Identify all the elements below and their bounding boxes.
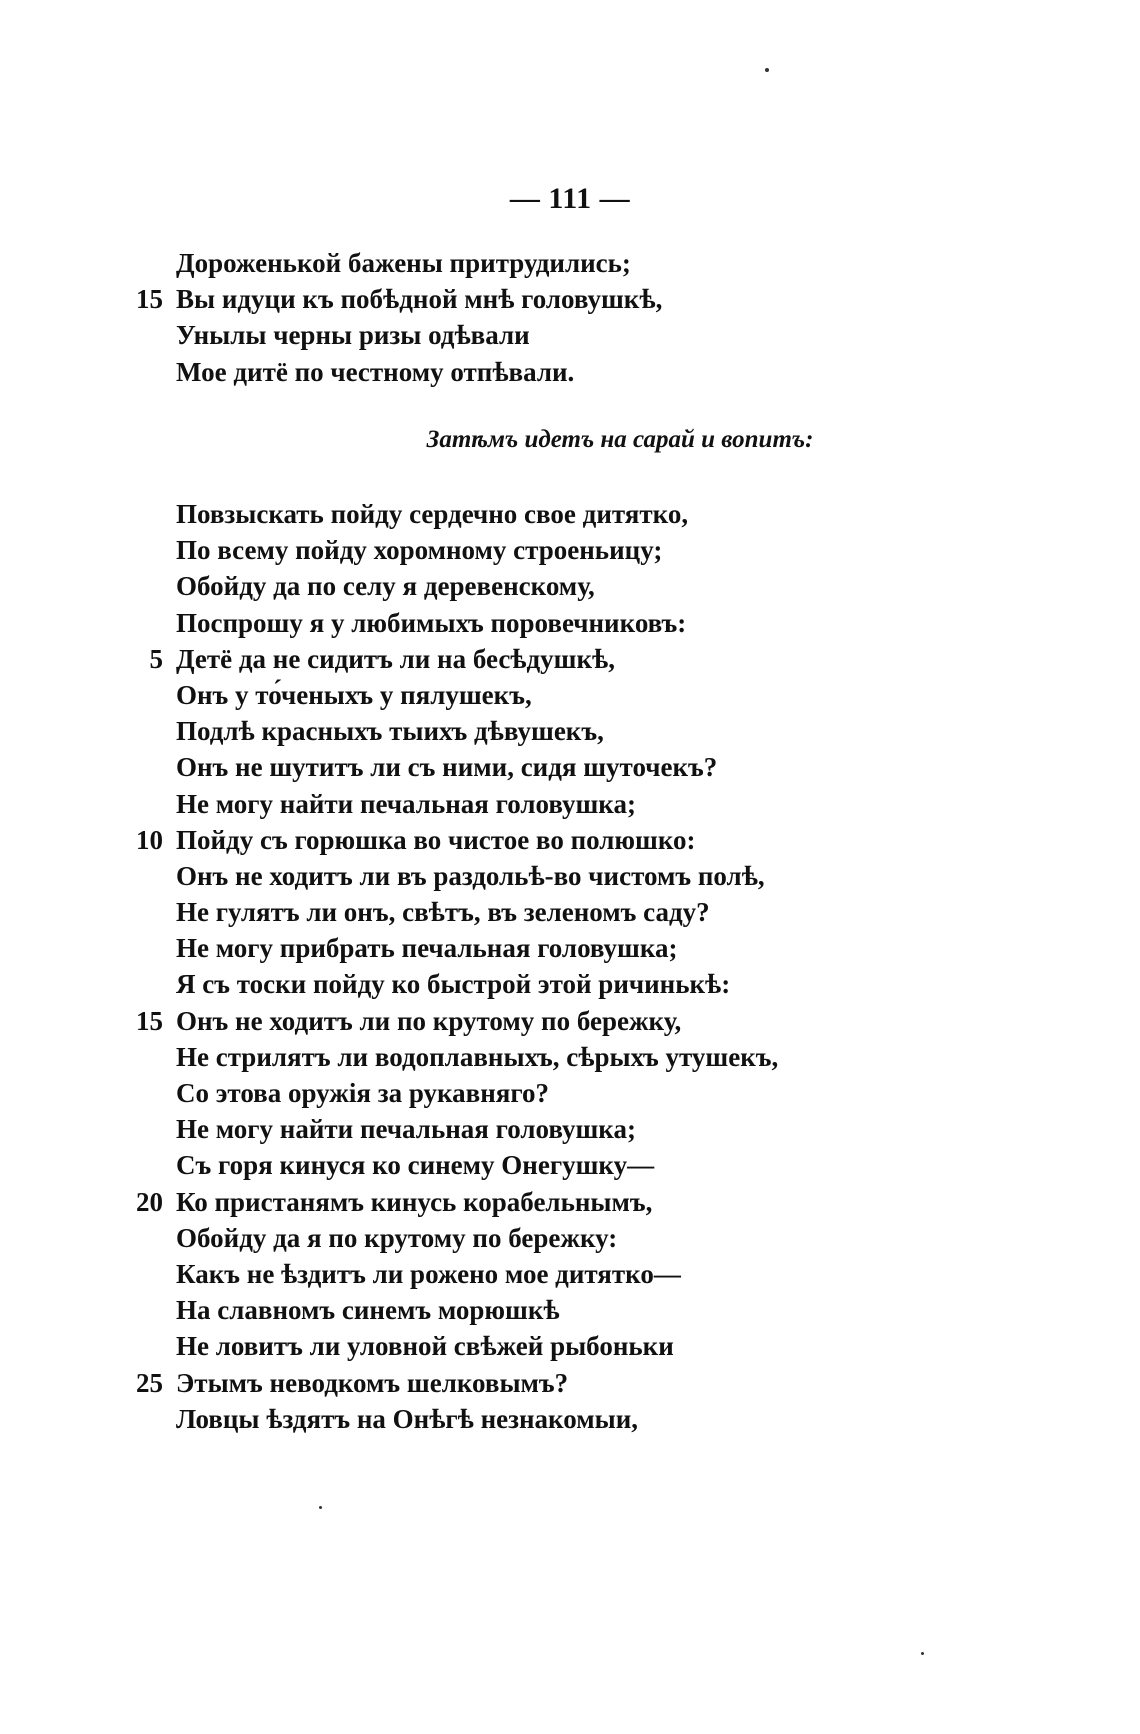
verse-text: Не гулятъ ли онъ, свѣтъ, въ зеленомъ саду? — [176, 897, 710, 928]
verse-text: Я съ тоски пойду ко быстрой этой ричинькѣ: — [176, 969, 731, 1000]
verse-line — [0, 1220, 1140, 1256]
verse-text: Не могу найти печальная головушка; — [176, 1114, 636, 1145]
verse-line — [0, 1184, 1140, 1220]
stanza-1 — [0, 245, 1140, 390]
scan-speck — [765, 68, 769, 72]
verse-line — [0, 568, 1140, 604]
page-number: — 111 — — [509, 182, 631, 215]
verse-text: Детё да не сидитъ ли на бесѣдушкѣ, — [176, 643, 615, 674]
stage-direction: Затѣмъ идетъ на сарай и вопитъ: — [426, 426, 814, 453]
verse-text: Обойду да по селу я деревенскому, — [176, 571, 595, 602]
verse-line — [0, 532, 1140, 568]
verse-line — [0, 1401, 1140, 1437]
verse-line — [0, 1292, 1140, 1328]
verse-line — [0, 605, 1140, 641]
verse-line — [0, 1039, 1140, 1075]
verse-line — [0, 713, 1140, 749]
verse-line — [0, 1075, 1140, 1111]
verse-text: Ко пристанямъ кинусь корабельнымъ, — [176, 1186, 653, 1217]
verse-text: Какъ не ѣздитъ ли рожено мое дитятко— — [176, 1258, 681, 1289]
verse-line — [0, 894, 1140, 930]
line-number: 10 — [136, 824, 163, 855]
verse-text: Онъ не ходитъ ли по крутому по бережку, — [176, 1005, 682, 1036]
verse-line — [0, 1328, 1140, 1364]
verse-line — [0, 281, 1140, 317]
verse-text: Унылы черны ризы одѣвали — [176, 320, 530, 351]
verse-text: Мое дитё по честному отпѣвали. — [176, 356, 575, 387]
stanza-2 — [0, 496, 1140, 1437]
verse-line — [0, 1147, 1140, 1183]
verse-line — [0, 677, 1140, 713]
verse-line — [0, 641, 1140, 677]
verse-text: Со этова оружія за рукавняго? — [176, 1078, 549, 1108]
verse-text: Не ловитъ ли уловной свѣжей рыбоньки — [176, 1331, 674, 1362]
line-number: 15 — [136, 1005, 163, 1036]
verse-line — [0, 930, 1140, 966]
verse-line — [0, 786, 1140, 822]
verse-line — [0, 1111, 1140, 1147]
verse-text: Обойду да я по крутому по бережку: — [176, 1222, 618, 1253]
verse-text: Не стрилятъ ли водоплавныхъ, сѣрыхъ утушекъ, — [176, 1041, 779, 1072]
line-number: 5 — [149, 643, 163, 674]
verse-text: Не могу прибрать печальная головушка; — [176, 933, 678, 964]
verse-line — [0, 1256, 1140, 1292]
verse-text: Подлѣ красныхъ тыихъ дѣвушекъ, — [176, 716, 604, 747]
scan-speck — [319, 1506, 322, 1509]
verse-text: Онъ не ходитъ ли въ раздольѣ-во чистомъ полѣ, — [176, 860, 765, 891]
verse-text: Повзыскать пойду сердечно свое дитятко, — [176, 499, 689, 529]
verse-line — [0, 317, 1140, 353]
verse-text: Съ горя кинуся ко синему Онегушку— — [176, 1150, 655, 1181]
line-number: 20 — [136, 1186, 163, 1217]
verse-line — [0, 822, 1140, 858]
verse-line — [0, 245, 1140, 281]
verse-line — [0, 496, 1140, 532]
verse-text: На славномъ синемъ морюшкѣ — [176, 1295, 560, 1326]
verse-text: Ловцы ѣздятъ на Онѣгѣ незнакомыи, — [176, 1403, 639, 1434]
verse-text: Этымъ неводкомъ шелковымъ? — [176, 1367, 569, 1398]
line-number: 15 — [136, 284, 163, 315]
verse-line — [0, 1365, 1140, 1401]
verse-line — [0, 749, 1140, 785]
verse-text: Дороженькой бажены притрудились; — [176, 248, 631, 278]
verse-line — [0, 966, 1140, 1002]
verse-text: Онъ не шутитъ ли съ ними, сидя шуточекъ? — [176, 752, 718, 783]
verse-text: Поспрошу я у любимыхъ поровечниковъ: — [176, 607, 687, 638]
verse-text: Не могу найти печальная головушка; — [176, 788, 636, 819]
line-number: 25 — [136, 1367, 163, 1398]
verse-line — [0, 858, 1140, 894]
verse-line — [0, 1003, 1140, 1039]
verse-text: Вы идуци къ побѣдной мнѣ головушкѣ, — [176, 284, 663, 315]
verse-text: Пойду съ горюшка во чистое во полюшко: — [176, 824, 696, 855]
verse-text: По всему пойду хоромному строеньицу; — [176, 535, 663, 566]
verse-text: Онъ у то́ченыхъ у пялушекъ, — [176, 679, 532, 710]
scan-speck — [921, 1652, 924, 1655]
verse-line — [0, 354, 1140, 390]
